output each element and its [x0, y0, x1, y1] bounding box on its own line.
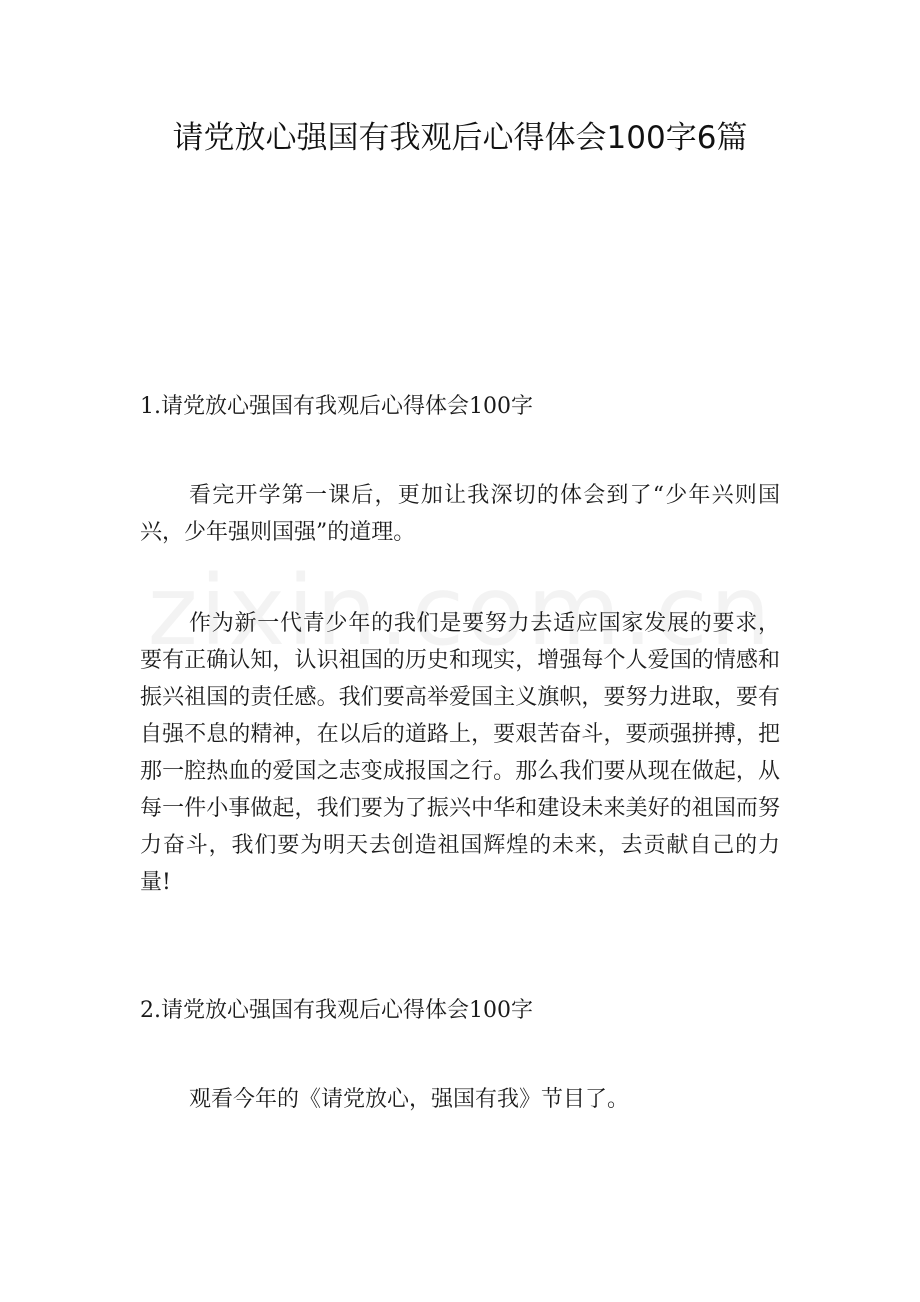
paragraph: 观看今年的《请党放心，强国有我》节目了。 — [189, 1087, 630, 1112]
document-title: 请党放心强国有我观后心得体会100字6篇 — [172, 120, 748, 156]
paragraph: 看完开学第一课后，更加让我深切的体会到了“少年兴则国兴，少年强则国强”的道理。 — [140, 483, 780, 545]
section-heading-2: 2.请党放心强国有我观后心得体会100字 — [140, 998, 533, 1023]
paragraph: 作为新一代青少年的我们是要努力去适应国家发展的要求，要有正确认知，认识祖国的历史和现实，增强每个人爱国的情感和振兴祖国的责任感。我们要高举爱国主义旗帜，要努力进取，要有自强不息的精神，在以后的道路上，要艰苦奋斗，要顽强拼搏，把那一腔热血的爱国之志变成报国之行。那么我们要从现在做起，从每一件小事做起，我们要为了振兴中华和建设未来美好的祖国而努力奋斗，我们要为明天去创造祖国辉煌的未来，去贡献自己的力量! — [140, 611, 780, 895]
section-heading-1: 1.请党放心强国有我观后心得体会100字 — [140, 394, 533, 419]
